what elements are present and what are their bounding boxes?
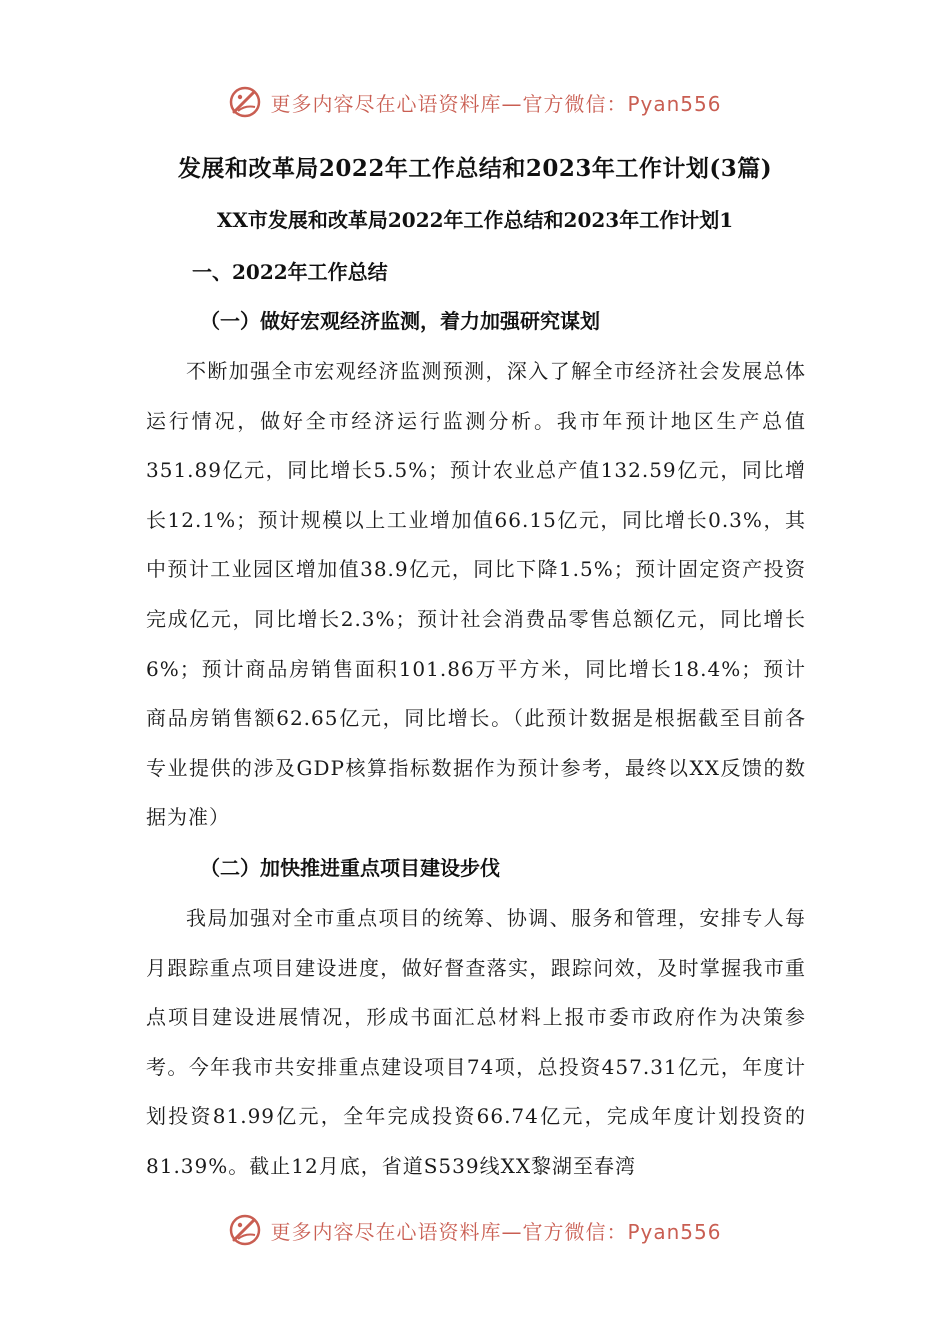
paragraph-1: 不断加强全市宏观经济监测预测，深入了解全市经济社会发展总体运行情况，做好全市经济运行监测分析。我市年预计地区生产总值351.89亿元，同比增长5.5%；预计农业总产值132.59亿元，同比增长12.1%；预计规模以上工业增加值66.15亿元，同比增长0.3%，其中预计工业园区增加值38.9亿元，同比下降1.5%；预计固定资产投资完成亿元，同比增长2.3%；预计社会消费品零售总额亿元，同比增长6%；预计商品房销售面积101.86万平方米，同比增长18.4%；预计商品房销售额62.65亿元，同比增长。（此预计数据是根据截至目前各专业提供的涉及GDP核算指标数据作为预计参考，最终以XX反馈的数据为准） (146, 359, 806, 830)
sub-heading-1: （一）做好宏观经济监测，着力加强研究谋划 (200, 309, 600, 333)
pen-logo-icon (228, 1213, 262, 1247)
paragraph-2: 我局加强对全市重点项目的统筹、协调、服务和管理，安排专人每月跟踪重点项目建设进度，做好督查落实，跟踪问效，及时掌握我市重点项目建设进展情况，形成书面汇总材料上报市委市政府作为决策参考。今年我市共安排重点建设项目74项，总投资457.31亿元，年度计划投资81.99亿元，全年完成投资66.74亿元，完成年度计划投资的81.39%。截止12月底，省道S539线XX黎湖至春湾 (146, 906, 806, 1178)
document-title: 发展和改革局2022年工作总结和2023年工作计划(3篇) (177, 155, 773, 182)
banner-text: 更多内容尽在心语资料库—官方微信：Pyan556 (270, 91, 722, 116)
header-banner (0, 82, 950, 122)
document-subtitle: XX市发展和改革局2022年工作总结和2023年工作计划1 (216, 208, 734, 232)
pen-logo-icon (228, 85, 262, 119)
banner-text: 更多内容尽在心语资料库—官方微信：Pyan556 (270, 1219, 722, 1244)
section-heading: 一、2022年工作总结 (192, 260, 388, 284)
footer-banner (0, 1210, 950, 1250)
sub-heading-2: （二）加快推进重点项目建设步伐 (200, 856, 500, 880)
